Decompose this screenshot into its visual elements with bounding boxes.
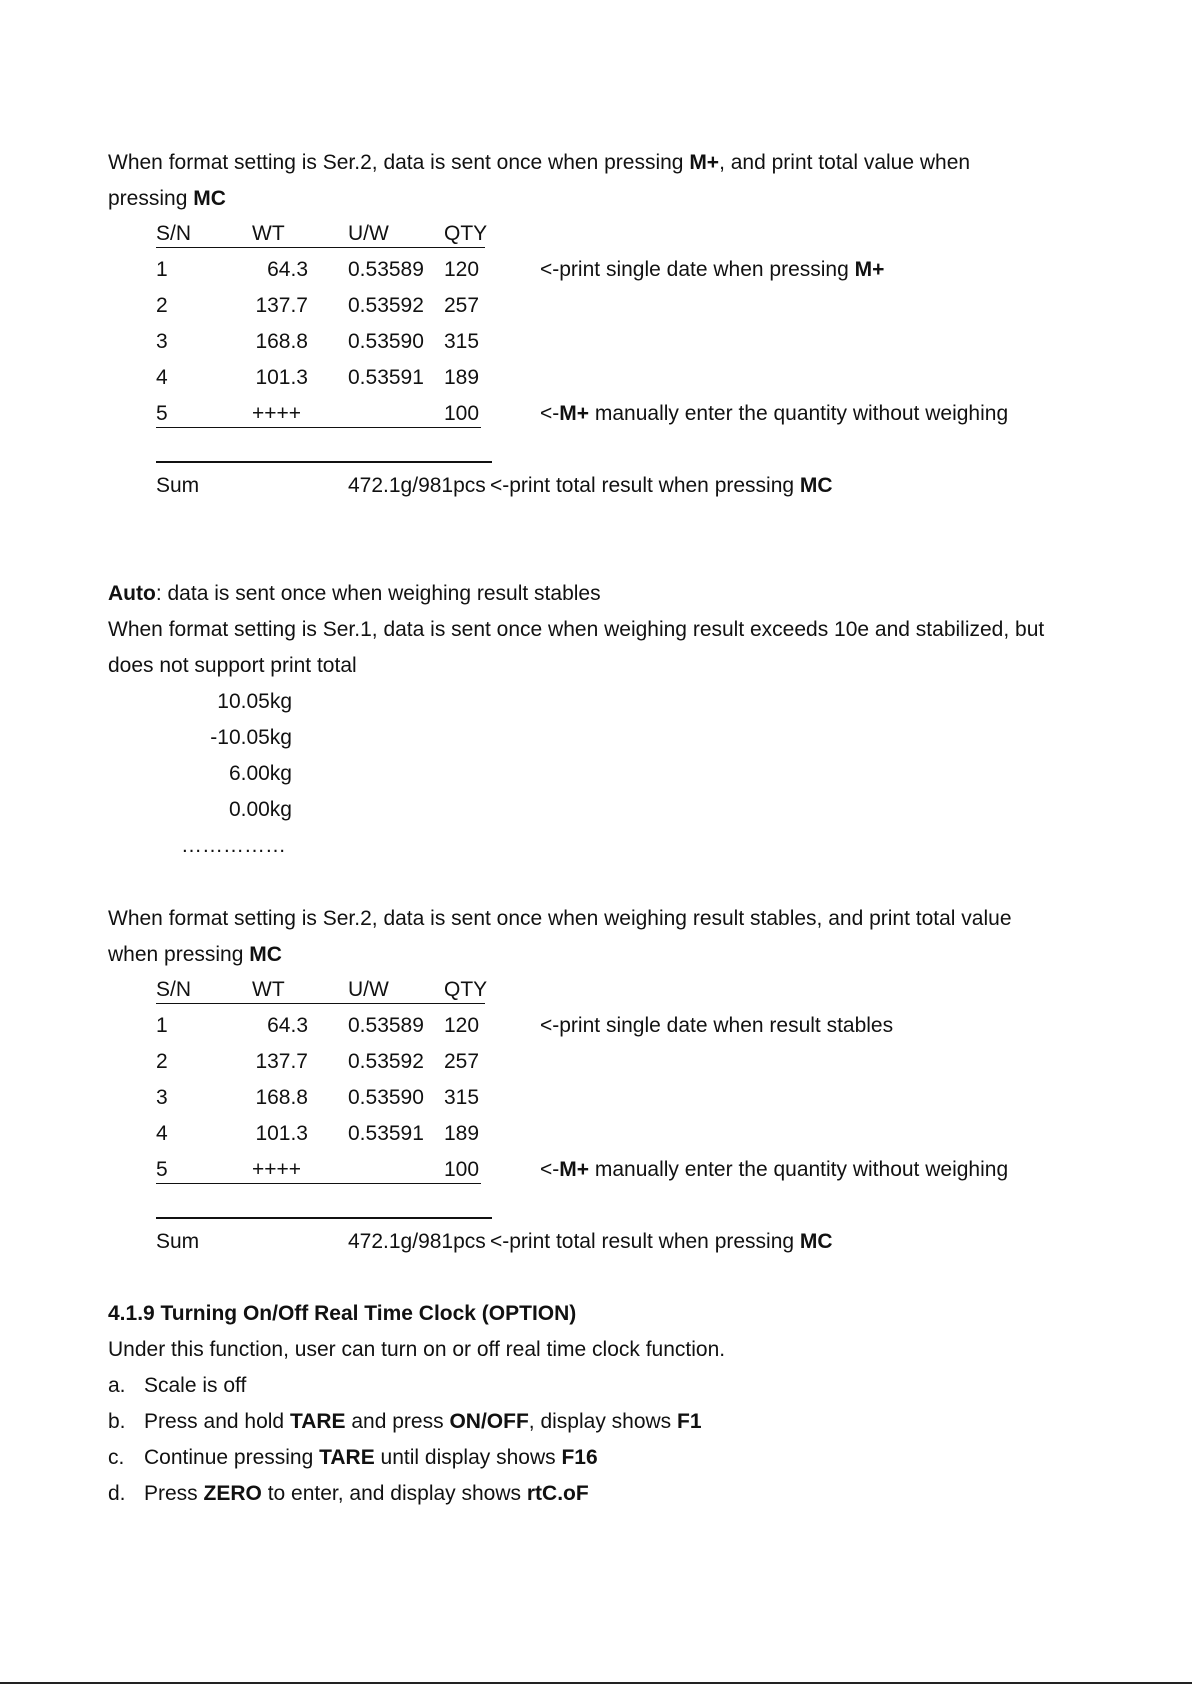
cell-wt: 101.3: [255, 366, 308, 389]
text: <-: [540, 402, 560, 425]
table-row: [156, 324, 1090, 360]
text: When format setting is Ser.2, data is sent once when pressing: [108, 151, 690, 174]
key-label: M+: [559, 1158, 590, 1181]
header-wt: WT: [252, 222, 285, 245]
cell-uw: 0.53591: [348, 1122, 424, 1145]
table-row: [156, 360, 1090, 396]
cell-wt: 101.3: [255, 1122, 308, 1145]
header-sn: S/N: [156, 222, 192, 245]
table-row: [156, 1116, 1090, 1152]
step-letter: b.: [108, 1410, 126, 1433]
cell-sn: 5: [156, 402, 168, 425]
cell-uw: 0.53589: [348, 258, 424, 281]
cell-sn: 2: [156, 1050, 168, 1073]
row-note: [540, 396, 1008, 432]
intro1-line2: [108, 181, 226, 217]
text: Press and hold: [144, 1410, 290, 1433]
key-label: M+: [559, 402, 590, 425]
cell-uw: 0.53592: [348, 1050, 424, 1073]
output-value: -10.05kg: [210, 726, 292, 749]
key-label: MC: [249, 943, 282, 966]
step-letter: a.: [108, 1374, 126, 1397]
text: and press: [345, 1410, 450, 1433]
text: , and print total value when: [719, 151, 971, 174]
sum-note: [490, 468, 833, 504]
table-row: [156, 288, 1090, 324]
text: <-: [540, 1158, 560, 1181]
text: : data is sent once when weighing result stables: [155, 582, 601, 605]
header-qty: QTY: [444, 222, 488, 245]
row-note: [540, 1152, 1008, 1188]
header-wt: WT: [252, 978, 285, 1001]
cell-wt: ++++: [252, 1158, 302, 1181]
ser1-line1: When format setting is Ser.1, data is sent once when weighing result exceeds 10e and stabilized, but: [108, 618, 1045, 641]
key-label: MC: [799, 1230, 833, 1253]
header-uw: U/W: [348, 978, 389, 1001]
cell-uw: 0.53592: [348, 294, 424, 317]
sum-separator: [156, 1217, 492, 1219]
cell-wt: 64.3: [267, 258, 308, 281]
key-label: M+: [854, 258, 885, 281]
cell-qty: 315: [444, 1086, 480, 1109]
header-uw: U/W: [348, 222, 389, 245]
key-label: MC: [799, 474, 833, 497]
cell-wt: 137.7: [255, 294, 308, 317]
key-label: F1: [677, 1410, 702, 1433]
cell-qty: 189: [444, 366, 480, 389]
cell-qty: 100: [444, 402, 480, 425]
cell-wt: 168.8: [255, 1086, 308, 1109]
table-row: [156, 1008, 1090, 1044]
cell-sn: 5: [156, 1158, 168, 1181]
output-value: 6.00kg: [228, 762, 292, 785]
table-row: [156, 1044, 1090, 1080]
text: <-print total result when pressing: [490, 474, 800, 497]
cell-uw: 0.53590: [348, 330, 424, 353]
text: to enter, and display shows: [261, 1482, 527, 1505]
cell-uw: 0.53590: [348, 1086, 424, 1109]
cell-qty: 189: [444, 1122, 480, 1145]
auto-label: Auto: [108, 582, 156, 605]
cell-wt: ++++: [252, 402, 302, 425]
sum-label: Sum: [156, 1230, 200, 1253]
text: <-print total result when pressing: [490, 1230, 800, 1253]
output-value: 0.00kg: [228, 798, 292, 821]
text: pressing: [108, 187, 194, 210]
sum-separator: [156, 461, 492, 463]
cell-sn: 2: [156, 294, 168, 317]
header-sn: S/N: [156, 978, 192, 1001]
output-value: 10.05kg: [217, 690, 292, 713]
cell-qty: 120: [444, 1014, 480, 1037]
sum-value: 472.1g/981pcs: [348, 474, 486, 497]
step-text: [144, 1404, 702, 1440]
text: when pressing: [108, 943, 250, 966]
cell-sn: 1: [156, 1014, 168, 1037]
key-label: TARE: [289, 1410, 346, 1433]
header-underline: [156, 247, 485, 248]
page-bottom-rule: [0, 1682, 1192, 1684]
cell-uw: 0.53591: [348, 366, 424, 389]
last-row-underline: [156, 1183, 481, 1184]
text: until display shows: [374, 1446, 562, 1469]
key-label: M+: [689, 151, 720, 174]
step-letter: c.: [108, 1446, 125, 1469]
header-underline: [156, 1003, 485, 1004]
cell-sn: 1: [156, 258, 168, 281]
step-text: [144, 1368, 246, 1404]
step-text: [144, 1476, 589, 1512]
key-label: F16: [561, 1446, 598, 1469]
table-row: [156, 252, 1090, 288]
sum-row: [156, 468, 1090, 504]
cell-sn: 3: [156, 330, 168, 353]
output-ellipsis: ……………: [181, 834, 286, 857]
cell-sn: 4: [156, 1122, 168, 1145]
section-heading: 4.1.9 Turning On/Off Real Time Clock (OPTION): [108, 1302, 577, 1325]
text: manually enter the quantity without weighing: [589, 402, 1009, 425]
text: Press: [144, 1482, 204, 1505]
cell-sn: 4: [156, 366, 168, 389]
text: , display shows: [528, 1410, 678, 1433]
text: Scale is off: [144, 1374, 247, 1397]
step-text: [144, 1440, 598, 1476]
last-row-underline: [156, 427, 481, 428]
cell-qty: 315: [444, 330, 480, 353]
key-label: ZERO: [203, 1482, 262, 1505]
intro1-line1: [108, 145, 970, 181]
row-note: [540, 252, 884, 288]
intro2-line1: When format setting is Ser.2, data is sent once when weighing result stables, and print total value: [108, 907, 1012, 930]
text: <-print single date when pressing: [540, 258, 855, 281]
auto-line: [108, 576, 601, 612]
cell-qty: 257: [444, 1050, 480, 1073]
key-label: MC: [193, 187, 226, 210]
key-label: TARE: [319, 1446, 375, 1469]
cell-wt: 137.7: [255, 1050, 308, 1073]
step-letter: d.: [108, 1482, 126, 1505]
table-row: [156, 1080, 1090, 1116]
intro2-line2: [108, 937, 282, 973]
cell-qty: 120: [444, 258, 480, 281]
header-qty: QTY: [444, 978, 488, 1001]
key-label: rtC.oF: [526, 1482, 589, 1505]
cell-qty: 100: [444, 1158, 480, 1181]
ser1-line2: does not support print total: [108, 654, 357, 677]
cell-wt: 64.3: [267, 1014, 308, 1037]
text: manually enter the quantity without weighing: [589, 1158, 1009, 1181]
text: Continue pressing: [144, 1446, 320, 1469]
cell-sn: 3: [156, 1086, 168, 1109]
sum-row: [156, 1224, 1090, 1260]
cell-qty: 257: [444, 294, 480, 317]
cell-wt: 168.8: [255, 330, 308, 353]
key-label: ON/OFF: [449, 1410, 529, 1433]
row-note: <-print single date when result stables: [540, 1014, 894, 1037]
cell-uw: 0.53589: [348, 1014, 424, 1037]
sum-value: 472.1g/981pcs: [348, 1230, 486, 1253]
section-intro: Under this function, user can turn on or off real time clock function.: [108, 1338, 726, 1361]
sum-note: [490, 1224, 833, 1260]
sum-label: Sum: [156, 474, 200, 497]
